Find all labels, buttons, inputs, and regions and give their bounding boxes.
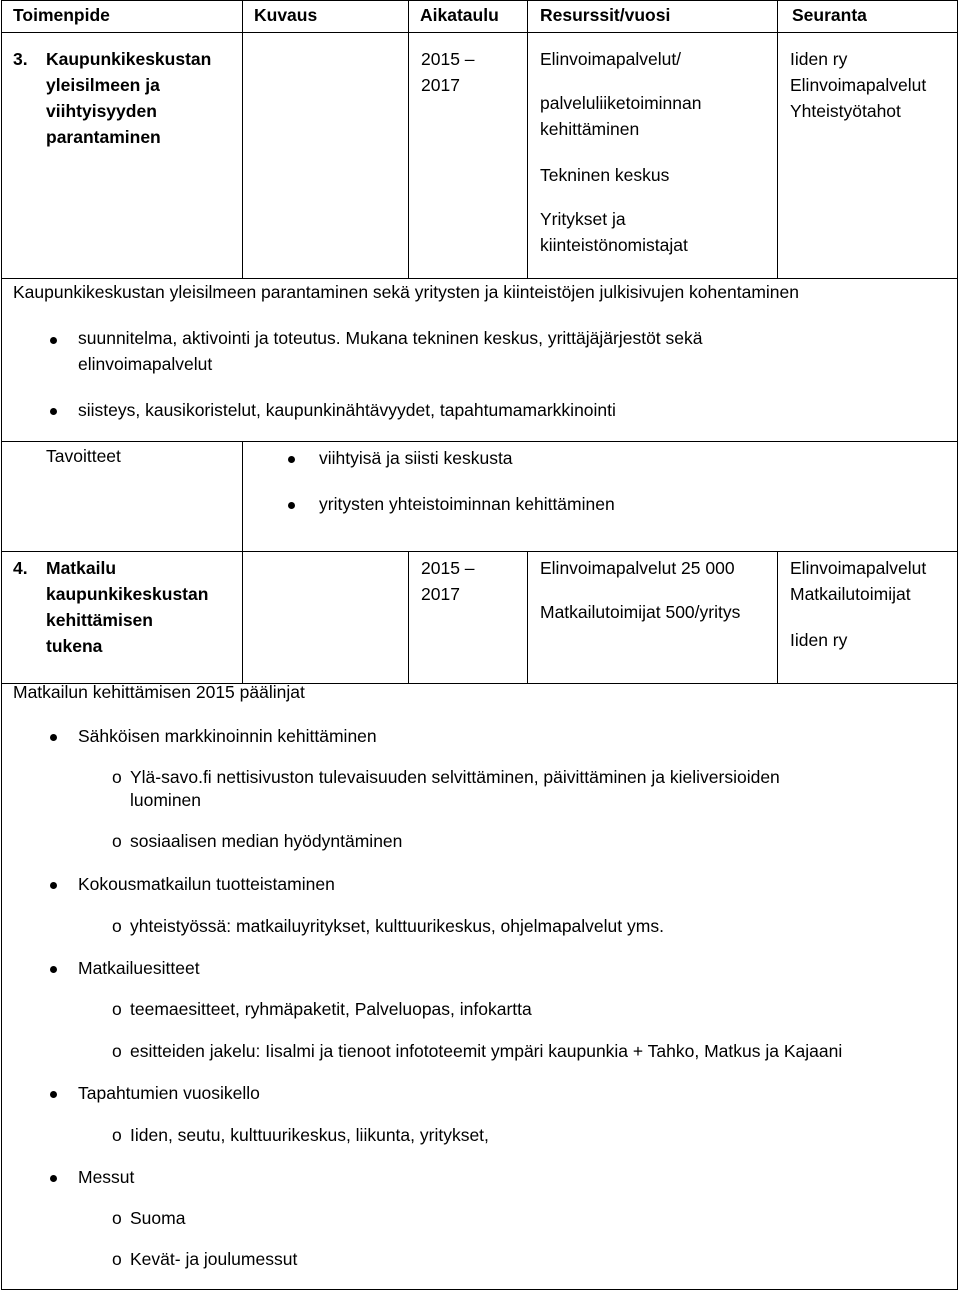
bullet-dot: [50, 734, 57, 741]
column-divider: [408, 551, 409, 683]
section4-title-line: kaupunkikeskustan: [46, 584, 209, 604]
column-divider: [242, 551, 243, 683]
section4-schedule: 2015 –: [421, 558, 475, 578]
section4-followup: Matkailutoimijat: [790, 584, 911, 604]
goals-label: Tavoitteet: [46, 446, 121, 466]
column-divider: [777, 32, 778, 278]
header-toimenpide: Toimenpide: [13, 5, 110, 25]
section3-title-line: viihtyisyyden: [46, 101, 157, 121]
section3-resource: kehittäminen: [540, 119, 640, 139]
section3-bullet: siisteys, kausikoristelut, kaupunkinähtävyydet, tapahtumamarkkinointi: [78, 400, 616, 420]
bullet-dot: [50, 882, 57, 889]
header-divider: [1, 32, 958, 33]
bullet-dot: [50, 408, 57, 415]
sub-list-item: Suoma: [130, 1208, 186, 1228]
sub-bullet-ring: o: [112, 1249, 122, 1269]
section3-bullet-continuation: elinvoimapalvelut: [78, 354, 213, 374]
list-item: Matkailuesitteet: [78, 958, 200, 978]
column-divider: [408, 0, 409, 32]
column-divider: [242, 441, 243, 551]
goal-item: viihtyisä ja siisti keskusta: [319, 448, 513, 468]
section4-resource: Matkailutoimijat 500/yritys: [540, 602, 741, 622]
section3-resource: Elinvoimapalvelut/: [540, 49, 682, 69]
header-seuranta: Seuranta: [792, 5, 867, 25]
column-divider: [527, 0, 528, 32]
section3-resource: palveluliiketoiminnan: [540, 93, 702, 113]
list-item: Kokousmatkailun tuotteistaminen: [78, 874, 335, 894]
column-divider: [777, 551, 778, 683]
section4-heading: Matkailun kehittämisen 2015 päälinjat: [13, 682, 305, 702]
section3-description: Kaupunkikeskustan yleisilmeen parantaminen sekä yritysten ja kiinteistöjen julkisivujen kohentaminen: [13, 282, 799, 302]
sub-list-item: Iiden, seutu, kulttuurikeskus, liikunta, yritykset,: [130, 1125, 489, 1145]
sub-bullet-ring: o: [112, 1041, 122, 1061]
section3-resource: Tekninen keskus: [540, 165, 670, 185]
section3-followup: Yhteistyötahot: [790, 101, 901, 121]
sub-bullet-ring: o: [112, 916, 122, 936]
section4-followup: Elinvoimapalvelut: [790, 558, 927, 578]
bullet-dot: [288, 502, 295, 509]
list-item: Sähköisen markkinoinnin kehittäminen: [78, 726, 377, 746]
bullet-dot: [50, 337, 57, 344]
bullet-dot: [50, 1175, 57, 1182]
header-resurssit: Resurssit/vuosi: [540, 5, 671, 25]
section4-number: 4.: [13, 558, 28, 578]
sub-list-item: yhteistyössä: matkailuyritykset, kulttuurikeskus, ohjelmapalvelut yms.: [130, 916, 664, 936]
sub-list-item: teemaesitteet, ryhmäpaketit, Palveluopas, infokartta: [130, 999, 532, 1019]
section3-resource: kiinteistönomistajat: [540, 235, 688, 255]
section3-followup: Elinvoimapalvelut: [790, 75, 927, 95]
section4-schedule: 2017: [421, 584, 460, 604]
list-item: Tapahtumien vuosikello: [78, 1083, 260, 1103]
column-divider: [527, 32, 528, 278]
section3-followup: Iiden ry: [790, 49, 848, 69]
header-aikataulu: Aikataulu: [420, 5, 499, 25]
section3-resource: Yritykset ja: [540, 209, 626, 229]
sub-bullet-ring: o: [112, 1208, 122, 1228]
sub-bullet-ring: o: [112, 767, 122, 787]
sub-list-item: Ylä-savo.fi nettisivuston tulevaisuuden selvittäminen, päivittäminen ja kieliversioiden: [130, 767, 780, 787]
list-item: Messut: [78, 1167, 135, 1187]
sub-list-item-continuation: luominen: [130, 790, 202, 810]
sub-bullet-ring: o: [112, 1125, 122, 1145]
goal-item: yritysten yhteistoiminnan kehittäminen: [319, 494, 615, 514]
section3-title-line: Kaupunkikeskustan: [46, 49, 212, 69]
header-kuvaus: Kuvaus: [254, 5, 318, 25]
sub-list-item: Kevät- ja joulumessut: [130, 1249, 298, 1269]
section3-schedule: 2017: [421, 75, 460, 95]
section3-schedule: 2015 –: [421, 49, 475, 69]
section3-bullet: suunnitelma, aktivointi ja toteutus. Mukana tekninen keskus, yrittäjäjärjestöt sekä: [78, 328, 703, 348]
sub-bullet-ring: o: [112, 999, 122, 1019]
section4-followup: Iiden ry: [790, 630, 848, 650]
column-divider: [242, 0, 243, 32]
section4-title-line: Matkailu: [46, 558, 117, 578]
row-divider: [1, 551, 958, 552]
section4-resource: Elinvoimapalvelut 25 000: [540, 558, 735, 578]
row-divider: [1, 441, 958, 442]
bullet-dot: [288, 456, 295, 463]
bullet-dot: [50, 1091, 57, 1098]
column-divider: [408, 32, 409, 278]
sub-bullet-ring: o: [112, 831, 122, 851]
bullet-dot: [50, 966, 57, 973]
sub-list-item: esitteiden jakelu: Iisalmi ja tienoot infototeemit ympäri kaupunkia + Tahko, Matkus ja Kajaani: [130, 1041, 843, 1061]
column-divider: [527, 551, 528, 683]
section3-number: 3.: [13, 49, 28, 69]
section3-title-line: yleisilmeen ja: [46, 75, 160, 95]
section3-title-line: parantaminen: [46, 127, 161, 147]
sub-list-item: sosiaalisen median hyödyntäminen: [130, 831, 403, 851]
column-divider: [777, 0, 778, 32]
section4-title-line: tukena: [46, 636, 103, 656]
section4-title-line: kehittämisen: [46, 610, 153, 630]
column-divider: [242, 32, 243, 278]
